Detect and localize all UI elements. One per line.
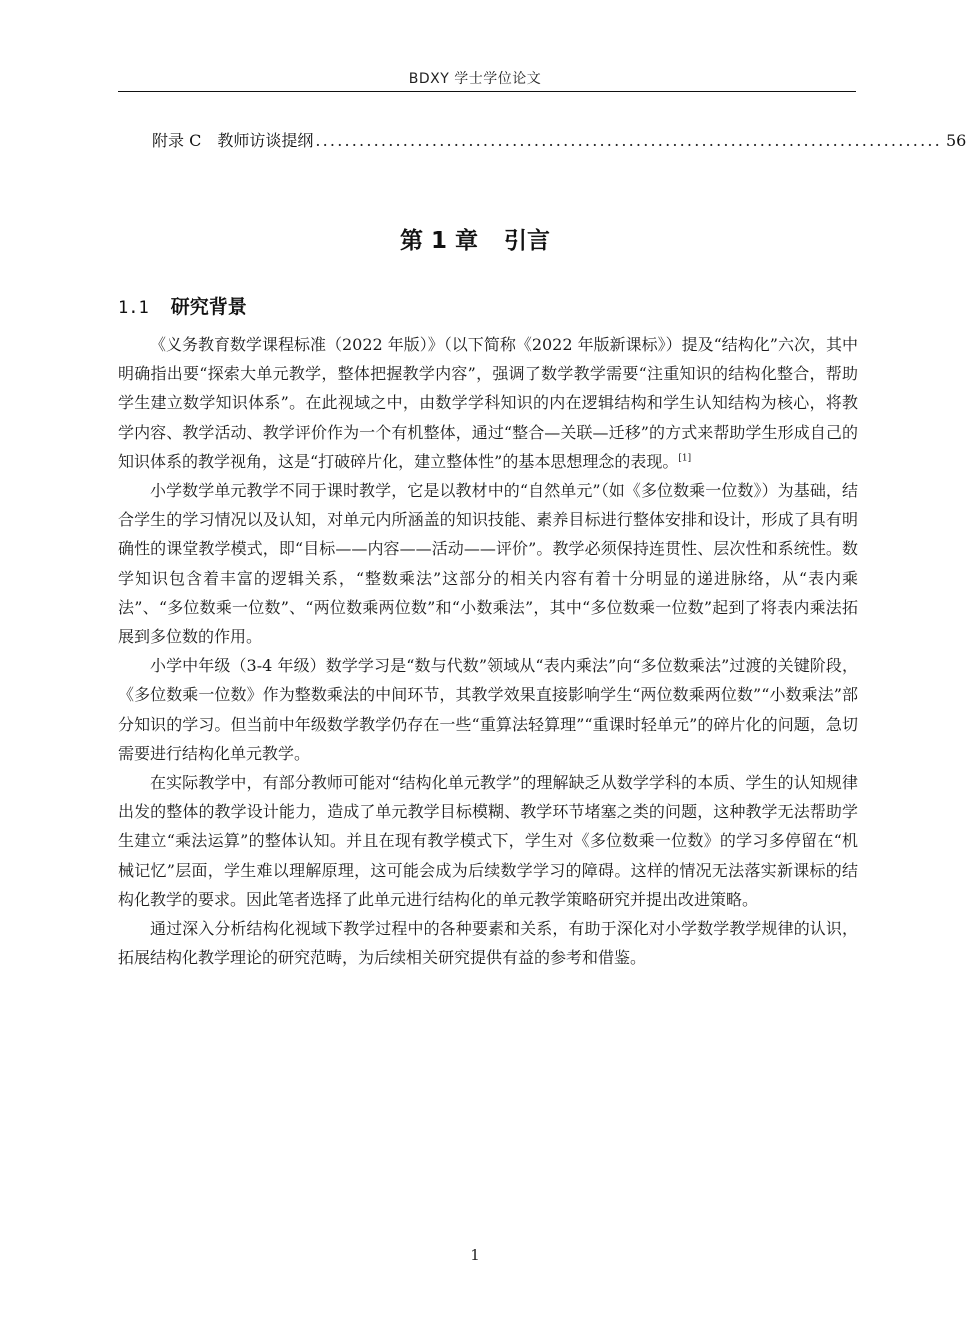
- section-number: 1.1: [118, 298, 149, 318]
- toc-entry[interactable]: [152, 128, 966, 151]
- paragraph-4: 在实际教学中，有部分教师可能对“结构化单元教学”的理解缺乏从数学学科的本质、学生的认知规律出发的整体的教学设计能力，造成了单元教学目标模糊、教学环节堵塞之类的问题，这种教学无法帮助学生建立“乘法运算”的整体认知。并且在现有教学模式下，学生对《多位数乘一位数》的学习多停留在“机械记忆”层面，学生难以理解原理，这可能会成为后续数学学习的障碍。这样的情况无法落实新课标的结构化教学的要求。因此笔者选择了此单元进行结构化的单元教学策略研究并提出改进策略。: [118, 773, 858, 909]
- chapter-heading: [0, 222, 950, 255]
- paragraph-1-text: 《义务教育数学课程标准（2022 年版）》（以下简称《2022 年版新课标》）提及“结构化”六次，其中明确指出要“探索大单元教学，整体把握教学内容”，强调了数学教学需要“注重知识的结构化整合，帮助学生建立数学知识体系”。在此视域之中，由数学学科知识的内在逻辑结构和学生认知结构为核心，将教学内容、教学活动、教学评价作为一个有机整体，通过“整合—关联—迁移”的方式来帮助学生形成自己的知识体系的教学视角，这是“打破碎片化，建立整体性”的基本思想理念的表现。: [118, 335, 858, 471]
- section-title-text: 研究背景: [170, 296, 247, 318]
- running-header: BDXY 学士学位论文: [408, 71, 542, 87]
- paragraph-1: [118, 330, 858, 476]
- body-text: [118, 330, 858, 972]
- paragraph-5: 通过深入分析结构化视域下教学过程中的各种要素和关系，有助于深化对小学数学教学规律的认识，拓展结构化教学理论的研究范畴，为后续相关研究提供有益的参考和借鉴。: [118, 919, 858, 968]
- chapter-number: 第 1 章: [399, 228, 479, 254]
- toc-entry-label: 附录 C 教师访谈提纲: [152, 131, 314, 150]
- chapter-title-text: 引言: [504, 228, 551, 254]
- page-number: 1: [470, 1246, 480, 1264]
- toc-entry-page: 56: [945, 131, 966, 150]
- header-divider: [118, 91, 856, 92]
- paragraph-2: 小学数学单元教学不同于课时教学，它是以教材中的“自然单元”（如《多位数乘一位数》）为基础，结合学生的学习情况以及认知，对单元内所涵盖的知识技能、素养目标进行整体安排和设计，形成了具有明确性的课堂教学模式，即“目标——内容——活动——评价”。教学必须保持连贯性、层次性和系统性。数学知识包含着丰富的逻辑关系，“整数乘法”这部分的相关内容有着十分明显的递进脉络，从“表内乘法”、“多位数乘一位数”、“两位数乘两位数”和“小数乘法”，其中“多位数乘一位数”起到了将表内乘法拓展到多位数的作用。: [118, 481, 858, 647]
- citation-ref-1[interactable]: [1]: [678, 453, 692, 464]
- toc-leader-dots: ......................................................................................: [315, 131, 942, 150]
- section-heading: [118, 292, 247, 319]
- paragraph-3: 小学中年级（3-4 年级）数学学习是“数与代数”领域从“表内乘法”向“多位数乘法”过渡的关键阶段，《多位数乘一位数》作为整数乘法的中间环节，其教学效果直接影响学生“两位数乘两位数”“小数乘法”部分知识的学习。但当前中年级数学教学仍存在一些“重算法轻算理”“重课时轻单元”的碎片化的问题，急切需要进行结构化单元教学。: [118, 656, 858, 763]
